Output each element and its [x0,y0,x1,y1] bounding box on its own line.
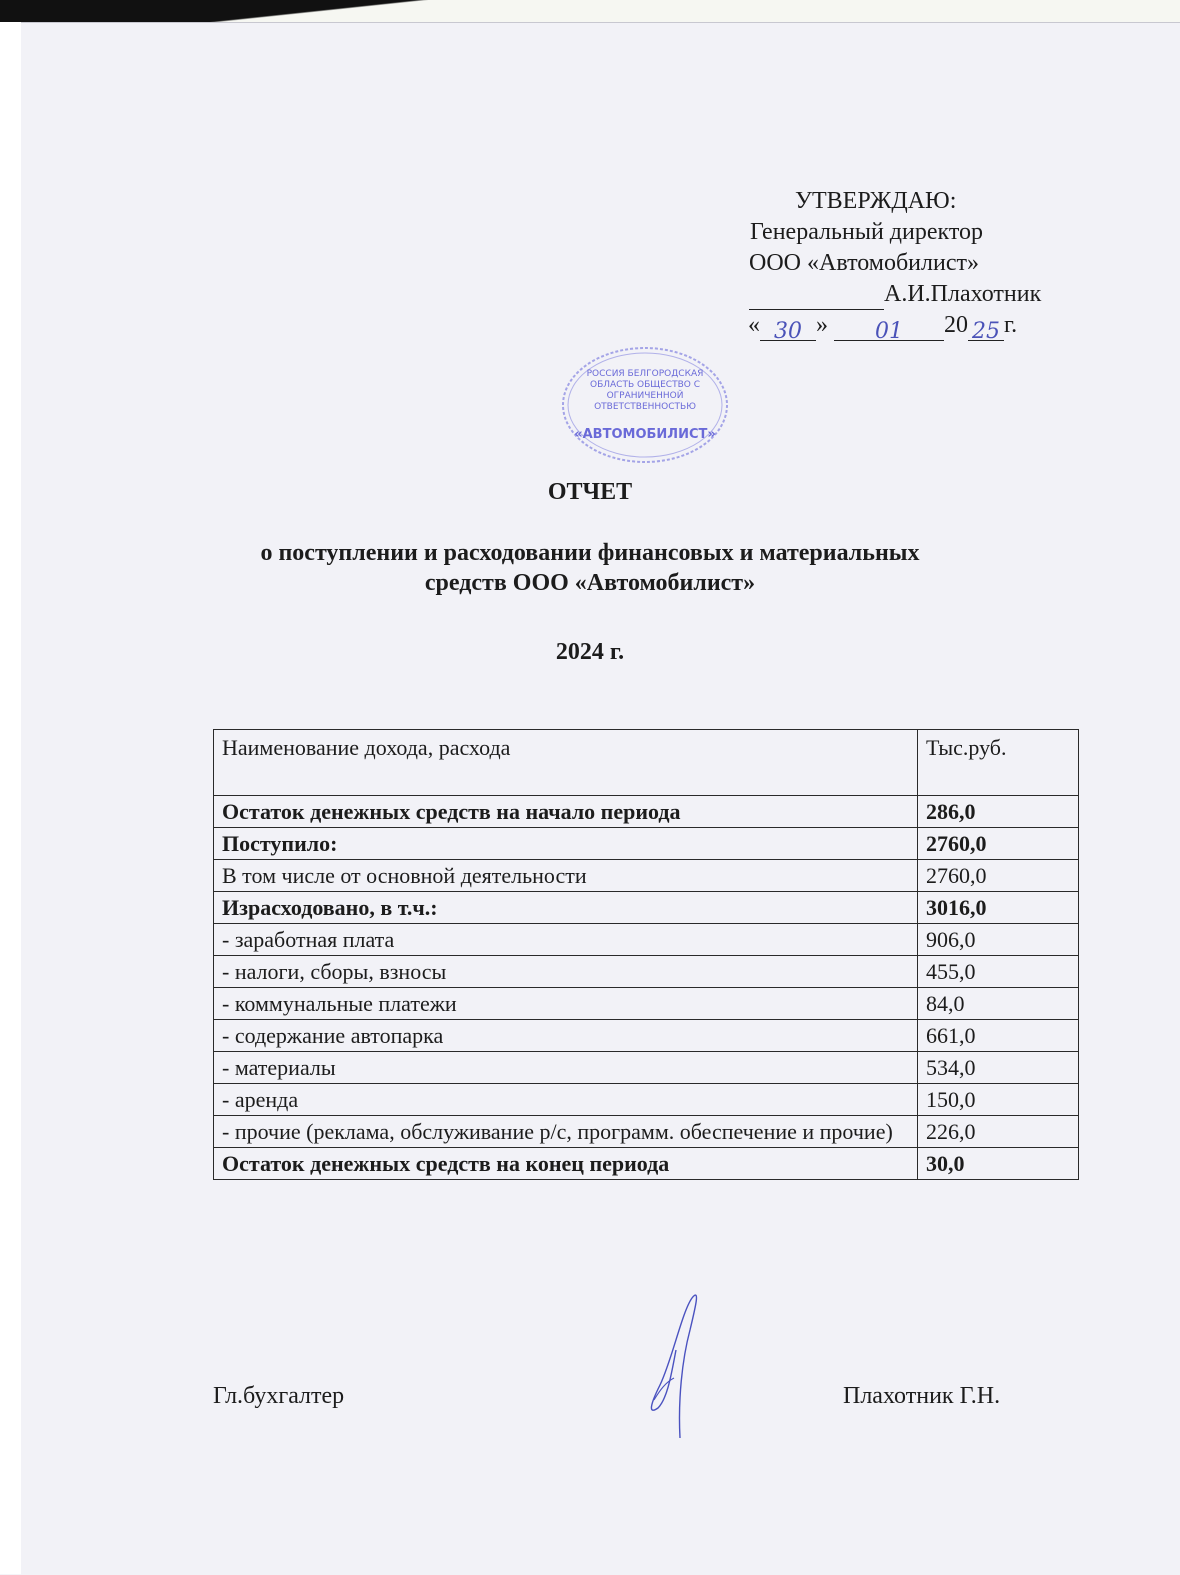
date-year-unit: г. [1004,312,1018,338]
row-value: 2760,0 [918,828,1079,860]
approval-organization: ООО «Автомобилист» [749,250,979,276]
row-value: 226,0 [918,1116,1079,1148]
signature-blank [749,285,884,310]
row-value: 455,0 [918,956,1079,988]
stamp-outer-text: РОССИЯ БЕЛГОРОДСКАЯ ОБЛАСТЬ ОБЩЕСТВО С ОГРАНИЧЕННОЙ ОТВЕТСТВЕННОСТЬЮ [586,369,704,412]
document-subtitle [0,538,1180,598]
row-value: 2760,0 [918,860,1079,892]
row-label: Поступило: [214,828,918,860]
table-row [214,924,1079,956]
header-amount: Тыс.руб. [918,730,1079,796]
row-label: Остаток денежных средств на конец периода [214,1148,918,1180]
row-label: - аренда [214,1084,918,1116]
table-row [214,956,1079,988]
approval-date [745,310,1165,344]
row-value: 286,0 [918,796,1079,828]
document-period: 2024 г. [555,639,625,665]
company-stamp [560,345,730,465]
subtitle-line-1: о поступлении и расходовании финансовых и материальных [260,540,920,566]
date-day: 30 [774,319,802,344]
footer-name: Плахотник Г.Н. [843,1383,1001,1409]
header-item: Наименование дохода, расхода [214,730,918,796]
row-label: Израсходовано, в т.ч.: [214,892,918,924]
row-label: Остаток денежных средств на начало периода [214,796,918,828]
table-header-row [214,730,1079,796]
table-row [214,988,1079,1020]
table-row [214,1084,1079,1116]
row-label: - содержание автопарка [214,1020,918,1052]
footer-role: Гл.бухгалтер [213,1383,345,1409]
row-label: - налоги, сборы, взносы [214,956,918,988]
table-row [214,1148,1079,1180]
row-value: 534,0 [918,1052,1079,1084]
subtitle-line-2: средств ООО «Автомобилист» [424,570,756,596]
table-row [214,796,1079,828]
table-row [214,892,1079,924]
approval-signature-line [745,279,1165,310]
row-value: 3016,0 [918,892,1079,924]
table-row [214,1020,1079,1052]
scan-margin [0,0,21,1574]
table-row [214,828,1079,860]
document-title: ОТЧЕТ [547,479,633,505]
approval-heading: УТВЕРЖДАЮ: [795,188,957,214]
row-label: - материалы [214,1052,918,1084]
date-month-field [834,316,944,344]
approval-block [745,186,1165,344]
date-month: 01 [875,319,903,344]
date-open-quote: « [748,312,760,338]
scan-edge-shadow [0,0,1180,22]
date-year-suffix: 25 [972,319,1000,344]
row-label: - прочие (реклама, обслуживание р/с, программ. обеспечение и прочие) [214,1116,918,1148]
stamp-inner-text: «АВТОМОБИЛИСТ» [574,427,716,442]
signature-icon [630,1290,710,1440]
row-value: 661,0 [918,1020,1079,1052]
approval-position: Генеральный директор [750,219,984,245]
table-row [214,1116,1079,1148]
date-day-field [760,316,816,344]
date-year-prefix: 20 [944,312,968,338]
row-value: 84,0 [918,988,1079,1020]
row-label: В том числе от основной деятельности [214,860,918,892]
finance-report-table [213,729,1079,1180]
row-label: - заработная плата [214,924,918,956]
date-year-field [968,316,1004,344]
date-close-quote: » [816,312,828,338]
table-row [214,1052,1079,1084]
table-row [214,860,1079,892]
approval-signatory: А.И.Плахотник [884,281,1042,307]
row-value: 150,0 [918,1084,1079,1116]
row-label: - коммунальные платежи [214,988,918,1020]
row-value: 906,0 [918,924,1079,956]
row-value: 30,0 [918,1148,1079,1180]
